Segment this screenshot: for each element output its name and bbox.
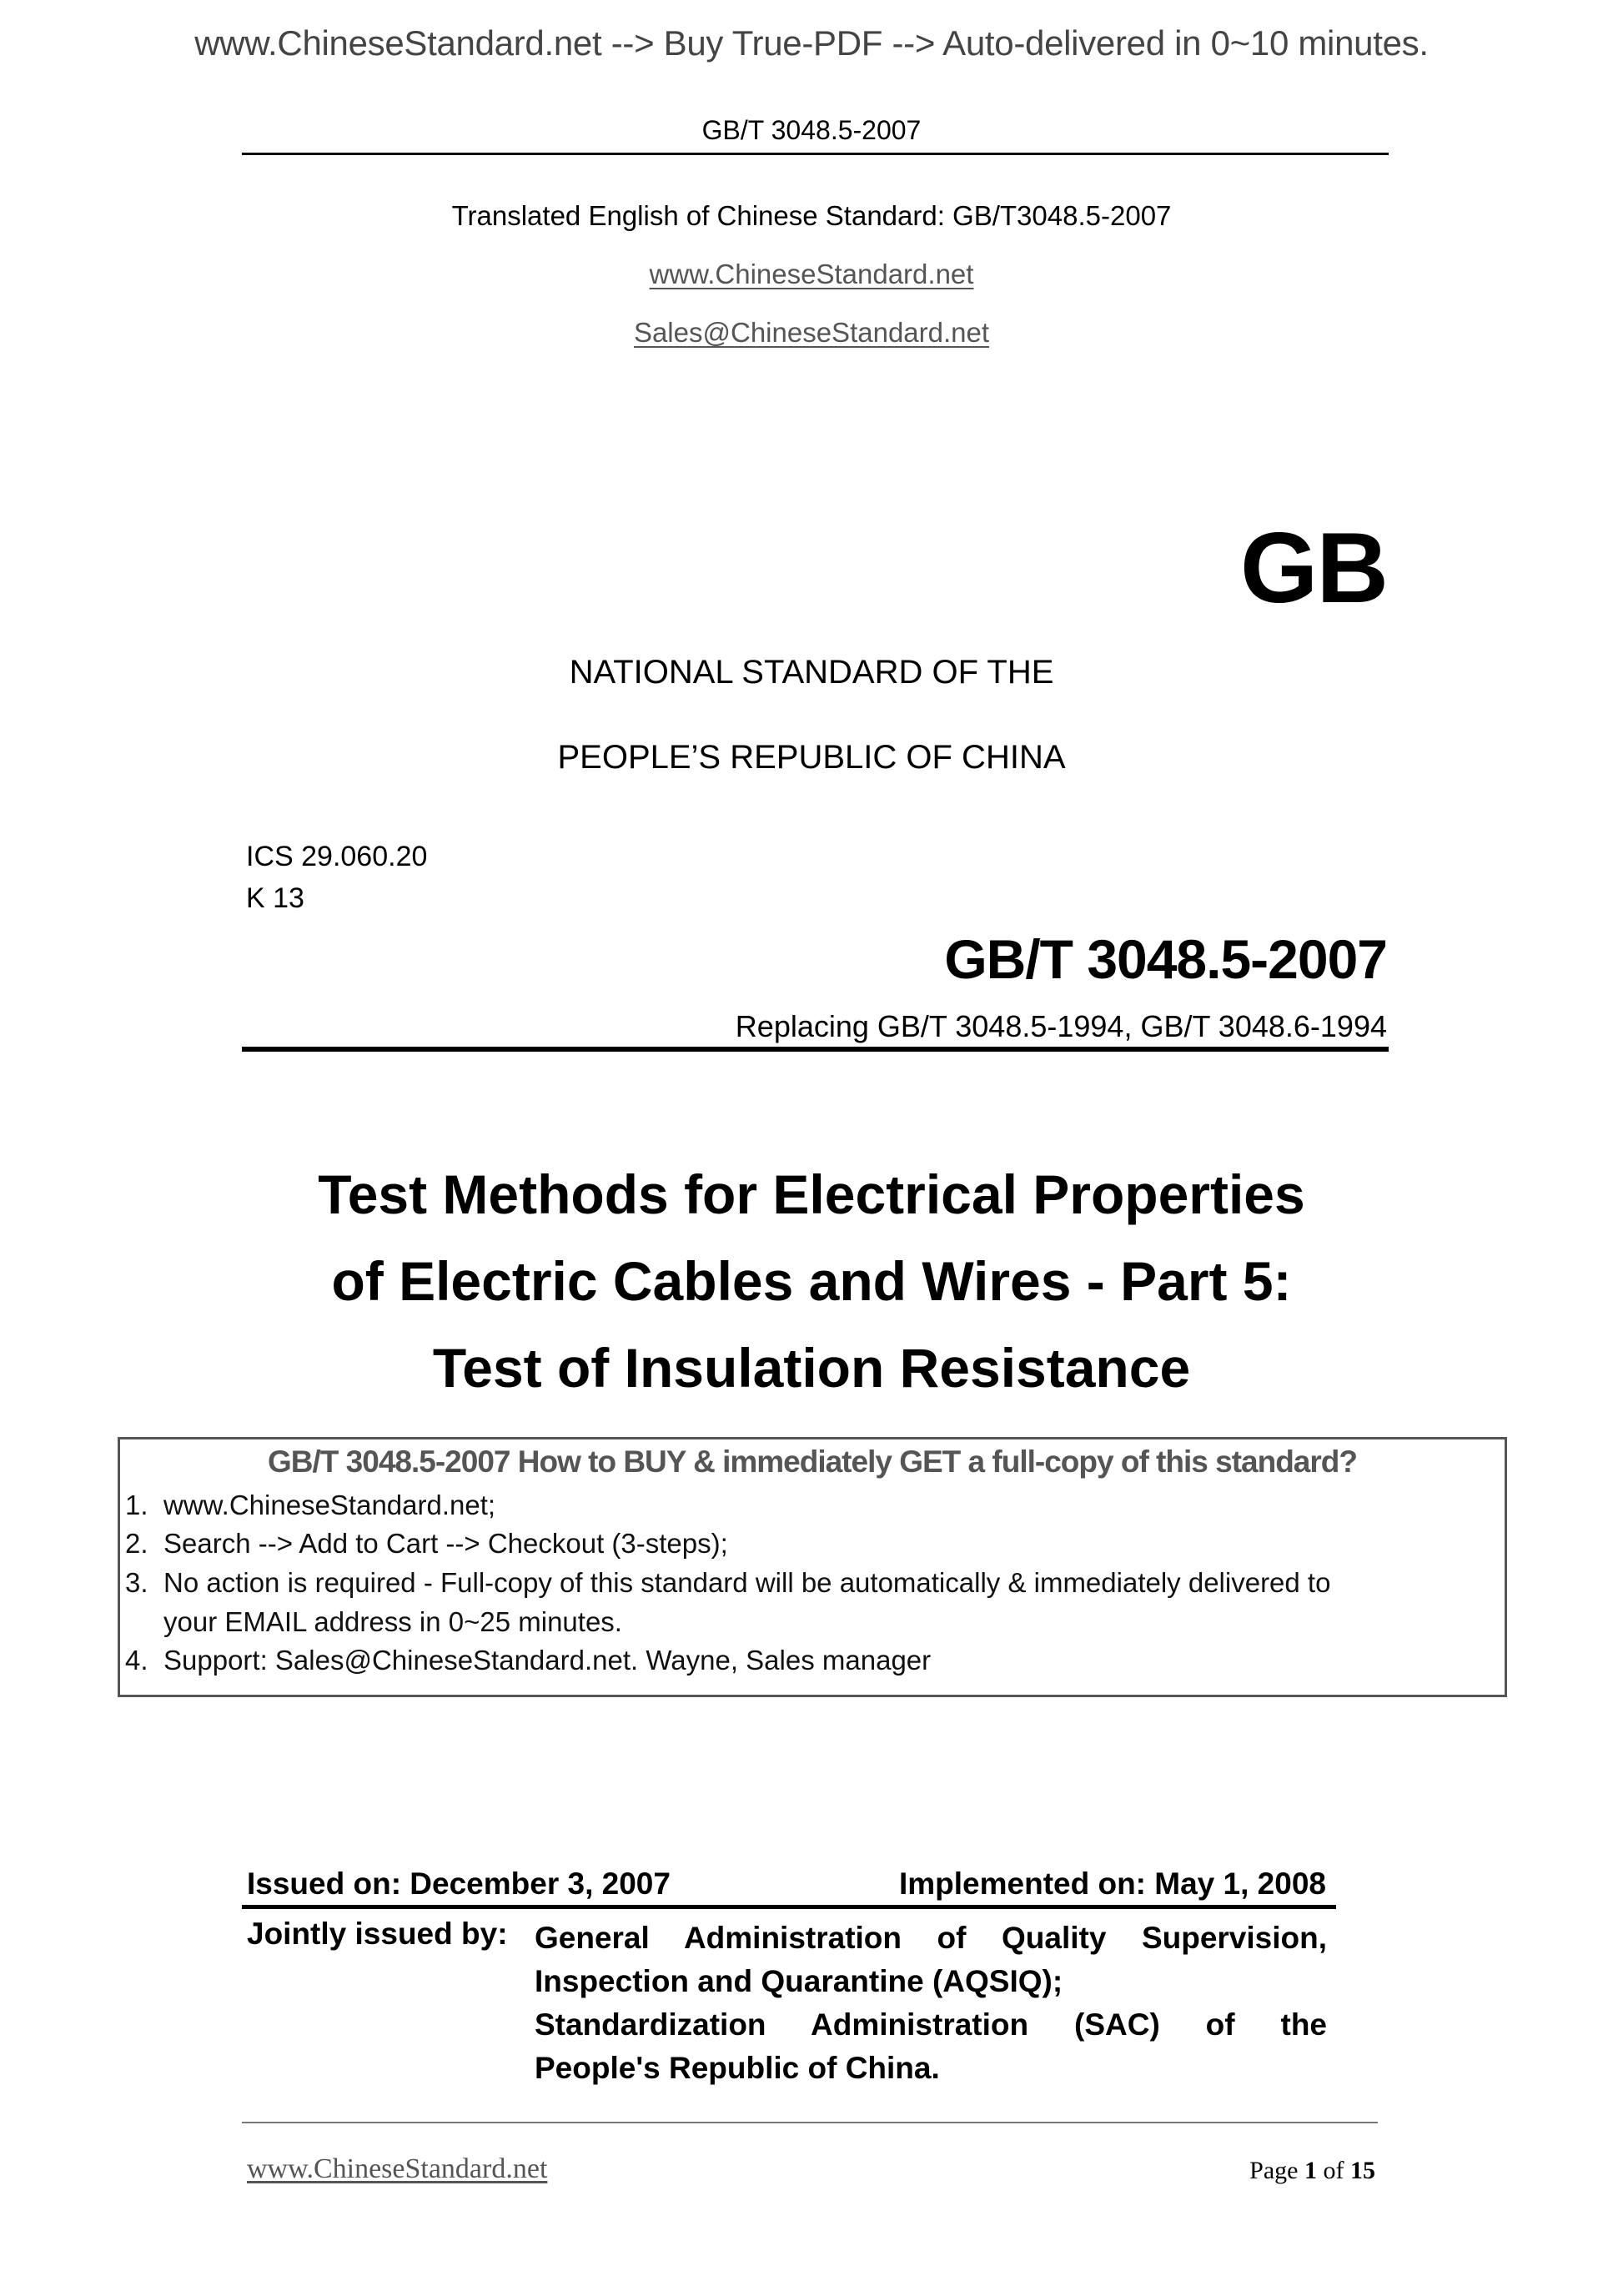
issued-date: Issued on: December 3, 2007 (247, 1866, 671, 1901)
top-banner: www.ChineseStandard.net --> Buy True-PDF --> Auto-delivered in 0~10 minutes. (194, 23, 1429, 63)
issuer-line-3: Standardization Administration (SAC) of the (535, 2007, 1327, 2042)
buy-step-2: 2. Search --> Add to Cart --> Checkout (3-steps); (125, 1528, 728, 1559)
ccs-code: K 13 (246, 882, 304, 914)
national-standard-line-1: NATIONAL STANDARD OF THE (569, 654, 1054, 691)
footer-divider (242, 2122, 1378, 2123)
how-to-buy-box (118, 1437, 1507, 1697)
jointly-issued-label: Jointly issued by: (247, 1917, 508, 1951)
header-divider (242, 153, 1389, 155)
document-title (0, 1151, 1623, 1411)
buy-box-title: GB/T 3048.5-2007 How to BUY & immediately GET a full-copy of this standard? (268, 1444, 1357, 1479)
issuer-line-1: General Administration of Quality Supervision, (535, 1921, 1327, 1955)
issuer-line-2: Inspection and Quarantine (AQSIQ); (535, 1964, 1063, 1998)
buy-step-4: 4. Support: Sales@ChineseStandard.net. Wayne, Sales manager (125, 1645, 932, 1676)
translated-notice: Translated English of Chinese Standard: GB/T3048.5-2007 (451, 200, 1172, 231)
footer-website-link[interactable]: www.ChineseStandard.net (247, 2153, 548, 2184)
buy-step-3-continued: your EMAIL address in 0~25 minutes. (163, 1606, 622, 1637)
website-link[interactable]: www.ChineseStandard.net (649, 259, 974, 289)
page-number: Page 1 of 15 (1249, 2157, 1375, 2184)
current-page: 1 (1304, 2157, 1317, 2184)
code-divider (242, 1047, 1389, 1052)
issuer-line-4: People's Republic of China. (535, 2051, 940, 2085)
buy-step-1: 1. www.ChineseStandard.net; (125, 1490, 496, 1520)
replacing-note: Replacing GB/T 3048.5-1994, GB/T 3048.6-1994 (735, 1009, 1387, 1043)
title-line-1: Test Methods for Electrical Properties (318, 1163, 1305, 1225)
national-standard-line-2: PEOPLE’S REPUBLIC OF CHINA (557, 739, 1066, 776)
issuance-divider (242, 1905, 1336, 1909)
title-line-2: of Electric Cables and Wires - Part 5: (331, 1250, 1292, 1312)
gb-logo: GB (1240, 512, 1387, 624)
sales-email-link[interactable]: Sales@ChineseStandard.net (633, 317, 990, 348)
total-pages: 15 (1350, 2157, 1375, 2184)
buy-step-3: 3. No action is required - Full-copy of this standard will be automatically & immediately delivered to (125, 1567, 1331, 1598)
ics-code: ICS 29.060.20 (246, 841, 428, 872)
header-standard-code: GB/T 3048.5-2007 (701, 115, 922, 145)
standard-code: GB/T 3048.5-2007 (944, 928, 1387, 990)
implemented-date: Implemented on: May 1, 2008 (898, 1866, 1326, 1901)
title-line-3: Test of Insulation Resistance (432, 1337, 1191, 1399)
